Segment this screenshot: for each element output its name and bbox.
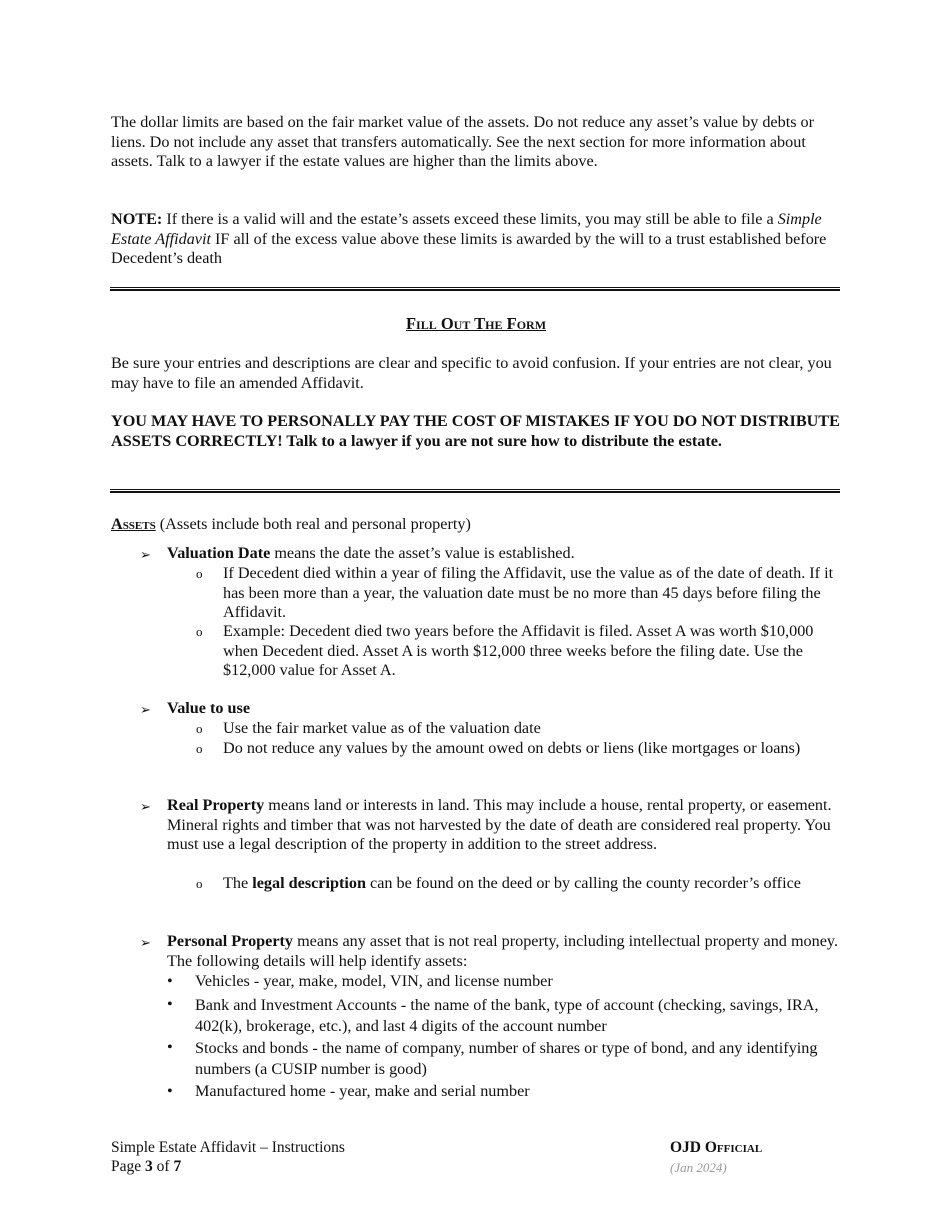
arrow-bullet-icon: ➢ (140, 547, 151, 562)
circle-bullet-icon: o (196, 566, 203, 581)
dot-bullet-icon: • (167, 1038, 173, 1056)
circle-bullet-icon: o (196, 721, 203, 736)
note-label: NOTE: (111, 210, 163, 228)
circle-bullet-icon: o (196, 741, 203, 756)
real-property-item (167, 796, 842, 855)
legal-description-term: legal description (252, 874, 366, 892)
assets-label: Assets (111, 515, 156, 533)
arrow-bullet-icon: ➢ (140, 935, 151, 950)
list-item: • Vehicles - year, make, model, VIN, and license number (167, 972, 553, 990)
personal-property-desc: means any asset that is not real property, including intellectual property and money. The following details will help identify assets: (167, 932, 838, 970)
assets-header (111, 515, 841, 535)
arrow-bullet-icon: ➢ (140, 702, 151, 717)
valuation-sub-1 (196, 564, 842, 623)
note-paragraph (111, 210, 841, 269)
note-form-name: Simple Estate Affidavit (111, 210, 822, 248)
list-item: • Stocks and bonds - the name of company, number of shares or type of bond, and any identifying numbers (a CUSIP number is good) (167, 1038, 818, 1078)
value-sub-2 (196, 739, 842, 759)
note-text-b: IF all of the excess value above these limits is awarded by the will to a trust established before Decedent’s death (111, 229, 827, 267)
personal-property-term: Personal Property (167, 932, 294, 950)
section-title: Fill Out The Form (405, 314, 547, 333)
list-item: • Manufactured home - year, make and serial number (167, 1082, 530, 1100)
valuation-sub-2-text: Example: Decedent died two years before the Affidavit is filed. Asset A was worth $10,000 when Decedent died. Asset A is worth $12,000 three weeks before the filing date. Use the $12,000 value for Asset A. (223, 622, 814, 679)
dot-bullet-icon: • (167, 972, 173, 990)
footer-official-label: OJD Official (670, 1139, 763, 1156)
assets-label-note: (Assets include both real and personal property) (155, 515, 471, 533)
section-divider-bottom (110, 489, 840, 493)
note-text-a: If there is a valid will and the estate’s assets exceed these limits, you may still be able to file a (162, 210, 778, 228)
footer-page-number: Page 3 of 7 (111, 1158, 182, 1175)
personal-property-item (167, 932, 842, 971)
real-property-term: Real Property (167, 796, 265, 814)
section-divider-top (110, 287, 840, 291)
value-to-use-term: Value to use (167, 699, 251, 717)
list-item: • Bank and Investment Accounts - the name of the bank, type of account (checking, savings, IRA, 402(k), brokerage, etc.), and last 4 digits of the account number (167, 995, 819, 1035)
dot-bullet-icon: • (167, 995, 173, 1013)
value-sub-1-text: Use the fair market value as of the valuation date (223, 719, 541, 737)
dot-bullet-icon: • (167, 1082, 173, 1100)
valuation-sub-2 (196, 622, 842, 681)
value-sub-1 (196, 719, 842, 739)
circle-bullet-icon: o (196, 876, 203, 891)
limits-paragraph: The dollar limits are based on the fair market value of the assets. Do not reduce any asset’s value by debts or liens. Do not include any asset that transfers automatically. See the next section for more information about assets. Talk to a lawyer if the estate values are higher than the limits above. (111, 113, 815, 170)
valuation-date-item (167, 544, 842, 564)
circle-bullet-icon: o (196, 624, 203, 639)
real-property-sub (196, 874, 842, 894)
footer-revision-date: (Jan 2024) (670, 1160, 727, 1175)
value-sub-2-text: Do not reduce any values by the amount owed on debts or liens (like mortgages or loans) (223, 739, 801, 757)
arrow-bullet-icon: ➢ (140, 799, 151, 814)
valuation-date-desc: means the date the asset’s value is established. (270, 544, 575, 562)
footer-doc-title: Simple Estate Affidavit – Instructions (111, 1139, 345, 1156)
section-paragraph: Be sure your entries and descriptions are clear and specific to avoid confusion. If your entries are not clear, you may have to file an amended Affidavit. (111, 354, 832, 392)
valuation-date-term: Valuation Date (167, 544, 271, 562)
value-to-use-item (167, 699, 842, 719)
real-property-desc: means land or interests in land. This may include a house, rental property, or easement. Mineral rights and timber that was not harvested by the date of death are considered real property. You must use a legal description of the property in addition to the street address. (167, 796, 832, 853)
real-property-sub-text: The legal description can be found on the deed or by calling the county recorder’s office (223, 874, 801, 892)
valuation-sub-1-text: If Decedent died within a year of filing the Affidavit, use the value as of the date of death. If it has been more than a year, the valuation date must be no more than 45 days before filing the Affidavit. (223, 564, 834, 621)
warning-paragraph: YOU MAY HAVE TO PERSONALLY PAY THE COST OF MISTAKES IF YOU DO NOT DISTRIBUTE ASSETS CORRECTLY! Talk to a lawyer if you are not sure how to distribute the estate. (111, 412, 840, 450)
